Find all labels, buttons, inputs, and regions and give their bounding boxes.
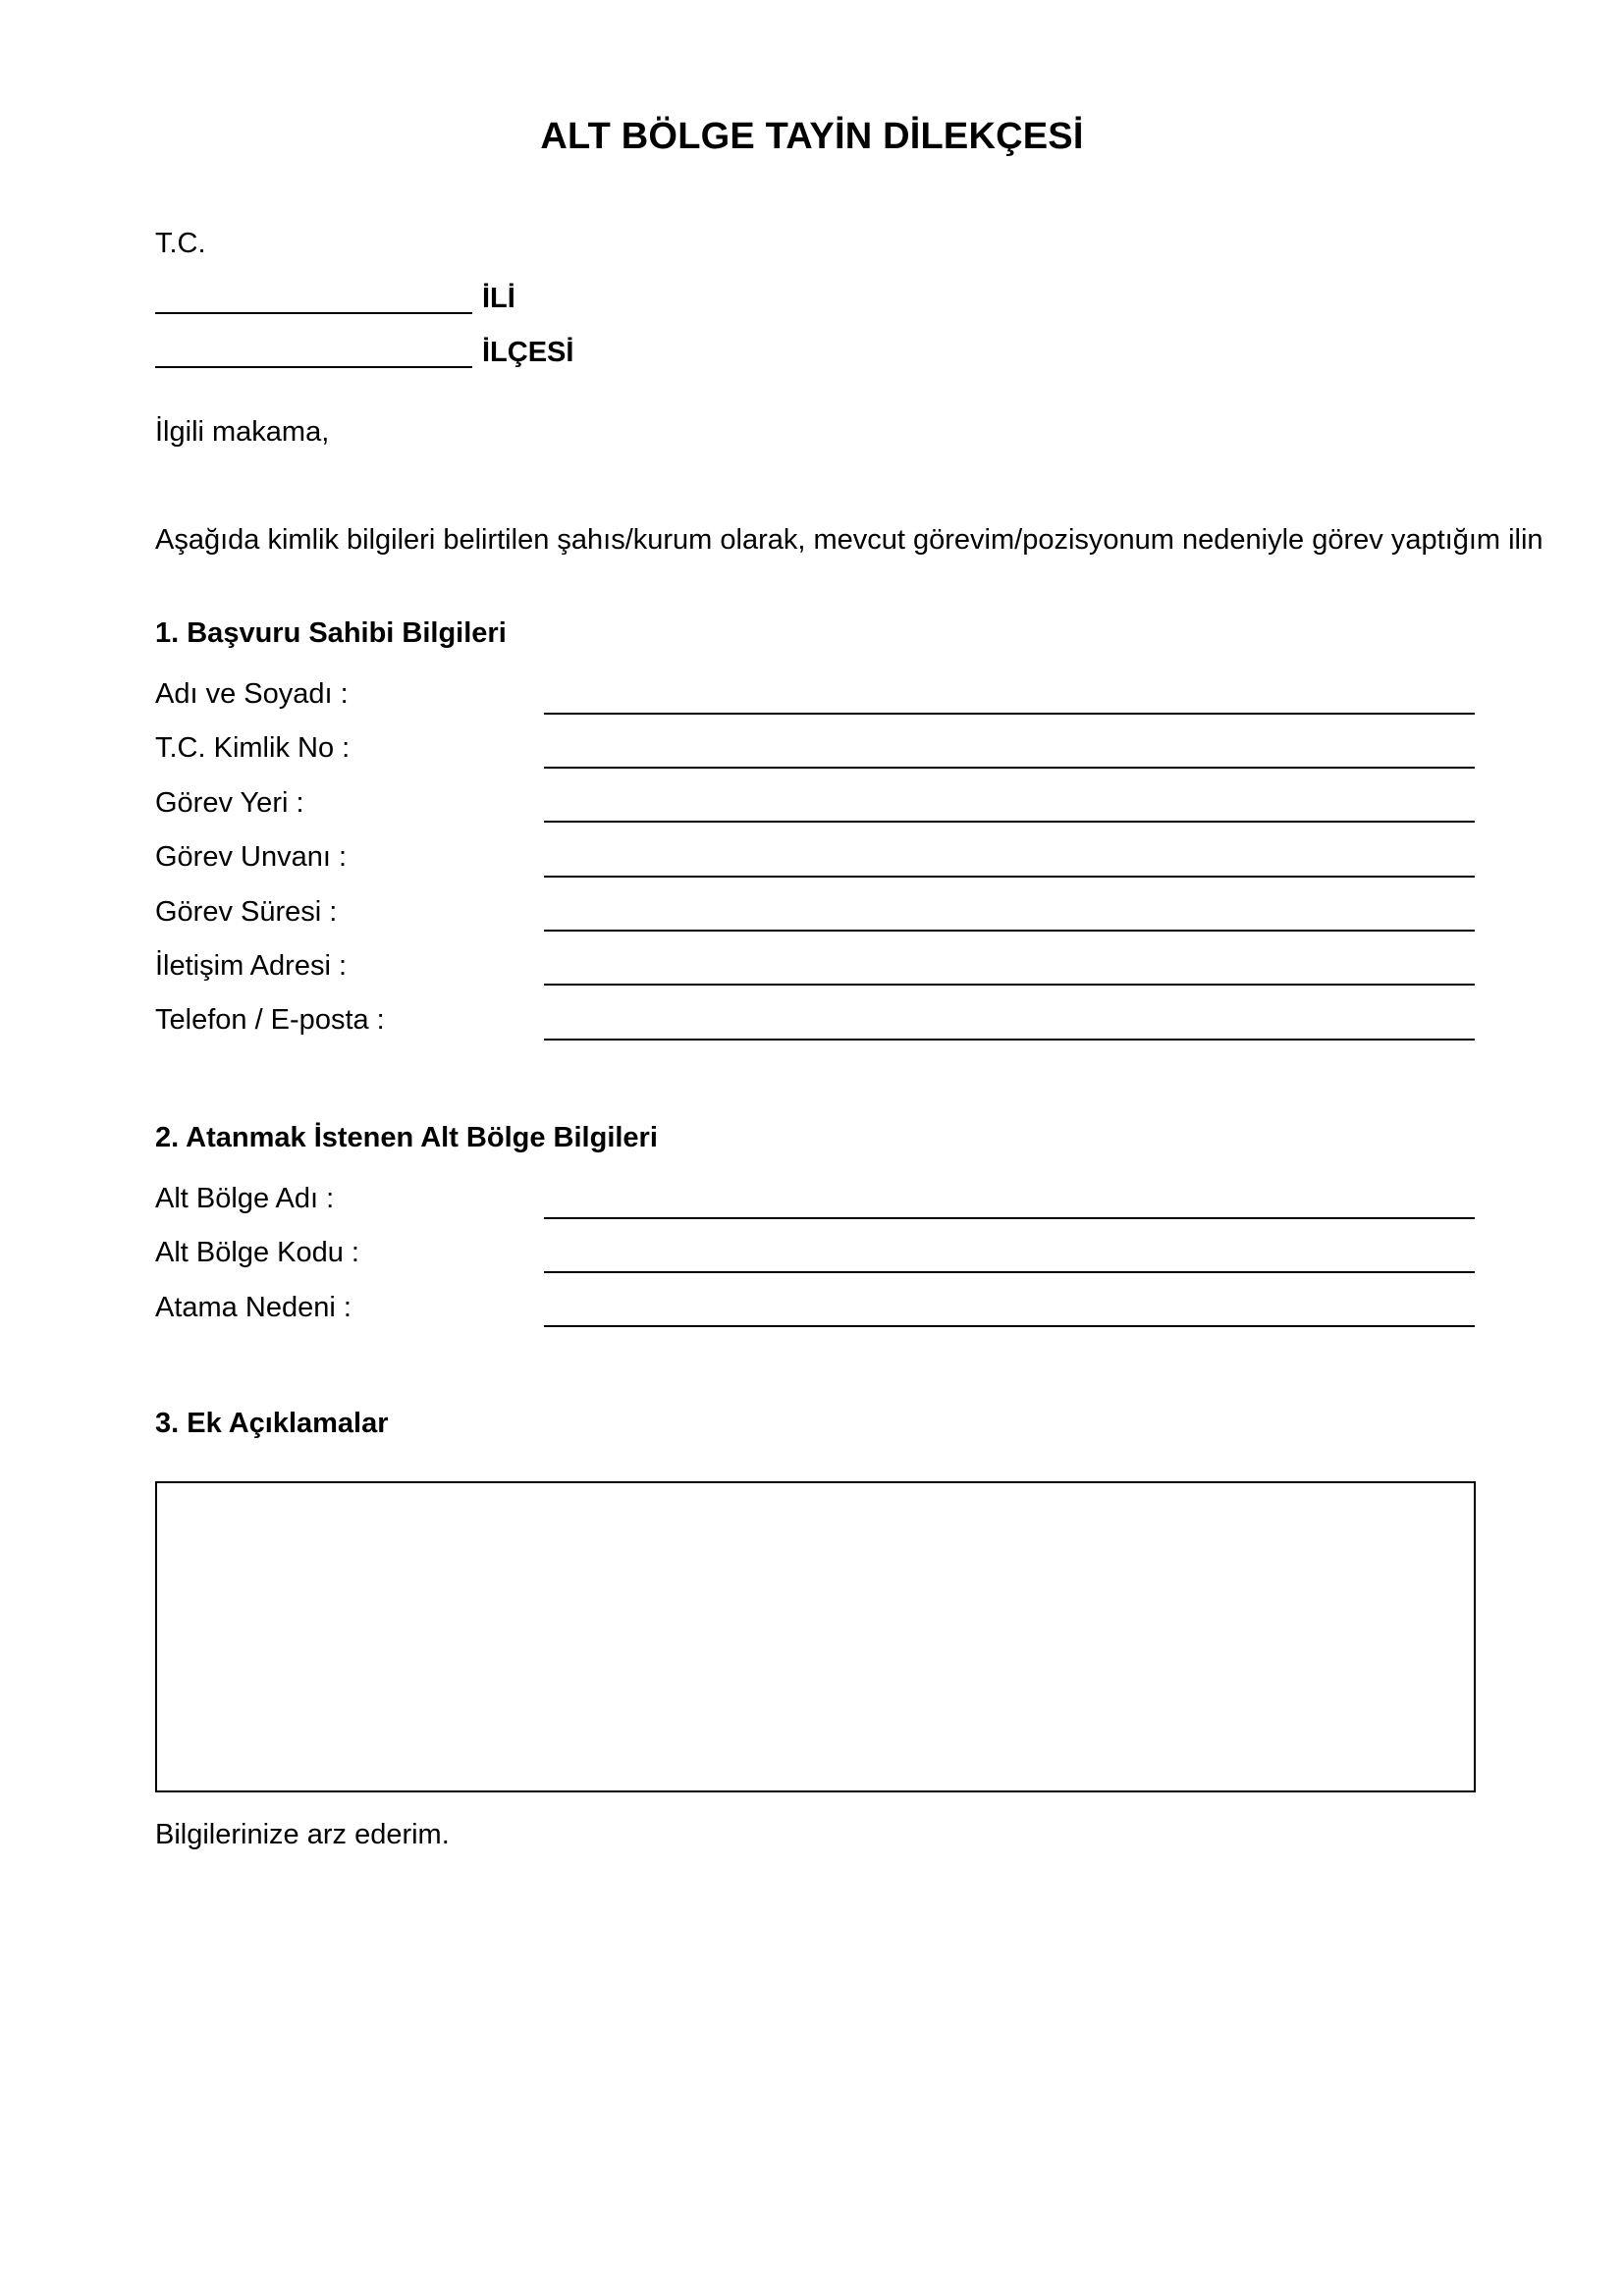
section1-heading: 1. Başvuru Sahibi Bilgileri xyxy=(155,617,507,649)
additional-notes-box[interactable] xyxy=(155,1481,1476,1792)
field-label-duty-duration: Görev Süresi : xyxy=(155,896,338,928)
field-input-duty-place[interactable] xyxy=(544,821,1475,823)
section3-heading: 3. Ek Açıklamalar xyxy=(155,1408,389,1439)
field-label-duty-place: Görev Yeri : xyxy=(155,787,304,819)
field-label-subregion-name: Alt Bölge Adı : xyxy=(155,1183,335,1214)
field-input-assignment-reason[interactable] xyxy=(544,1325,1475,1327)
field-label-address: İletişim Adresi : xyxy=(155,950,347,982)
field-label-phone-email: Telefon / E-posta : xyxy=(155,1004,385,1036)
province-blank-line[interactable] xyxy=(155,312,472,314)
field-input-name[interactable] xyxy=(544,713,1475,715)
field-input-duty-title[interactable] xyxy=(544,876,1475,878)
field-input-subregion-code[interactable] xyxy=(544,1271,1475,1273)
document-title: ALT BÖLGE TAYİN DİLEKÇESİ xyxy=(540,116,1084,157)
field-label-subregion-code: Alt Bölge Kodu : xyxy=(155,1237,359,1268)
tc-header: T.C. xyxy=(155,228,206,259)
field-label-assignment-reason: Atama Nedeni : xyxy=(155,1292,352,1323)
field-label-duty-title: Görev Unvanı : xyxy=(155,841,348,873)
field-input-subregion-name[interactable] xyxy=(544,1217,1475,1219)
section2-heading: 2. Atanmak İstenen Alt Bölge Bilgileri xyxy=(155,1122,658,1153)
field-label-name: Adı ve Soyadı : xyxy=(155,678,349,710)
field-input-duty-duration[interactable] xyxy=(544,930,1475,932)
province-label: İLİ xyxy=(482,283,515,314)
field-input-tc-id[interactable] xyxy=(544,767,1475,769)
salutation: İlgili makama, xyxy=(155,416,330,448)
district-label: İLÇESİ xyxy=(482,337,574,368)
district-blank-line[interactable] xyxy=(155,366,472,368)
closing-line: Bilgilerinize arz ederim. xyxy=(155,1819,450,1850)
intro-paragraph: Aşağıda kimlik bilgileri belirtilen şahıs/kurum olarak, mevcut görevim/pozisyonum nedeniyle görev yaptığım ilin xyxy=(155,524,1543,556)
field-input-phone-email[interactable] xyxy=(544,1039,1475,1041)
field-label-tc-id: T.C. Kimlik No : xyxy=(155,732,351,764)
field-input-address[interactable] xyxy=(544,984,1475,986)
